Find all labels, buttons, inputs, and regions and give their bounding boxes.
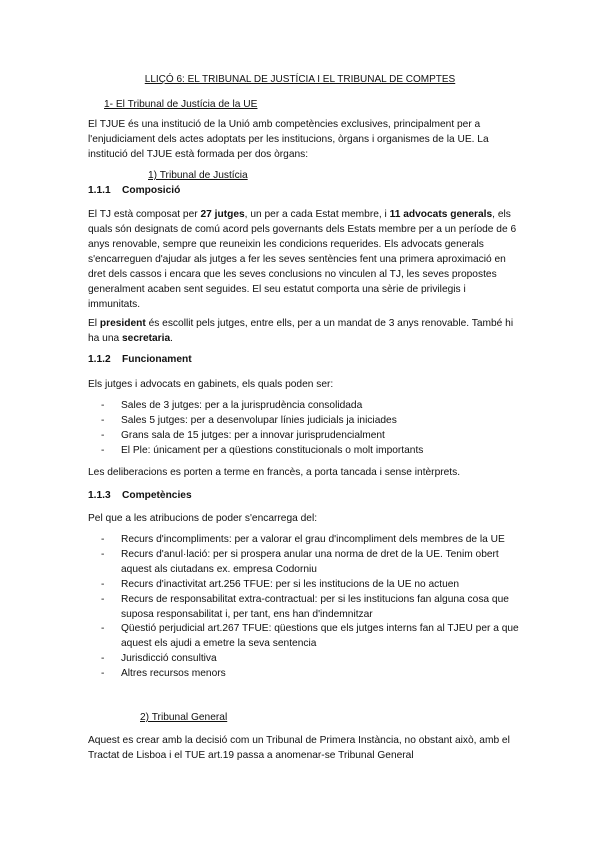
- page-title: LLIÇÓ 6: EL TRIBUNAL DE JUSTÍCIA I EL TRIBUNAL DE COMPTES: [144, 74, 456, 85]
- heading-number: 1.1.1: [88, 185, 111, 196]
- list-item: - Qüestió perjudicial art.267 TFUE: qüestions que els jutges interns fan al TJEU per a que aquest els ajudi a emetre la seva sentencia: [104, 622, 524, 652]
- text-run-bold: secretaria: [122, 333, 171, 344]
- list-item: - Jurisdicció consultiva: [104, 652, 524, 667]
- list-item: - El Ple: únicament per a qüestions constitucionals o molt importants: [104, 444, 524, 459]
- heading-competencies: [88, 488, 192, 503]
- list-item: - Sales 5 jutges: per a desenvolupar línies judicials ja iniciades: [104, 414, 524, 429]
- list-item: - Recurs de responsabilitat extra-contractual: per si les institucions fan alguna cosa que suposa responsabilitat i, per tant, ens han d'indemnitzar: [104, 593, 524, 623]
- funcionament-list: [104, 399, 524, 459]
- tribunal-general-text: Aquest es crear amb la decisió com un Tribunal de Primera Instància, no obstant això, amb el Tractat de Lisboa i el TUE art.19 passa a anomenar-se Tribunal General: [88, 735, 510, 761]
- text-run-bold: 11 advocats generals: [389, 209, 493, 220]
- list-item: - Altres recursos menors: [104, 667, 524, 682]
- heading-text: Composició: [122, 185, 181, 196]
- competencies-list: [104, 533, 524, 682]
- subsection-tribunal-justicia-heading: 1) Tribunal de Justícia: [148, 170, 248, 181]
- composicio-paragraph-2: [88, 316, 518, 346]
- text-run: és escollit pels jutges, entre ells, per a un mandat de 3 anys renovable. També hi ha una: [88, 318, 514, 344]
- heading-composicio: [88, 183, 180, 198]
- text-run: , un per a cada Estat membre, i: [244, 209, 390, 220]
- section-1-heading: 1- El Tribunal de Justícia de la UE: [104, 99, 258, 110]
- text-run-bold: 27 jutges: [200, 209, 245, 220]
- list-item: - Grans sala de 15 jutges: per a innovar jurisprudencialment: [104, 429, 524, 444]
- text-run: , els quals són designats de comú acord pels governants dels Estats membre per a un període de 6 anys renovable, sempre que reuneixin les condicions requerides. Els advocats generals s'encarreguen d'ajudar als jutges a fer les seves sentències fent una primera aproximació en dret dels cassos i encara que les seves conclusions no vinculen al TJ, les seves propostes generalment acaben sent seguides. El seu estatut comporta una sèrie de privilegis i immunitats.: [88, 209, 517, 310]
- text-run: El TJ està composat per: [88, 209, 201, 220]
- list-item: - Recurs d'incompliments: per a valorar el grau d'incompliment dels membres de la UE: [104, 533, 524, 548]
- subsection-tribunal-general-heading: 2) Tribunal General: [140, 712, 228, 723]
- competencies-intro: Pel que a les atribucions de poder s'encarrega del:: [88, 513, 318, 524]
- heading-text: Funcionament: [122, 354, 192, 365]
- list-item: - Recurs d'inactivitat art.256 TFUE: per si les institucions de la UE no actuen: [104, 578, 524, 593]
- composicio-paragraph-1: [88, 207, 518, 312]
- heading-number: 1.1.2: [88, 354, 111, 365]
- heading-text: Competències: [122, 490, 192, 501]
- text-run: El: [88, 318, 100, 329]
- section-1-intro: El TJUE és una institució de la Unió amb competències exclusives, principalment per a l'enjudiciament dels actes adoptats per les institucions, òrgans i organismes de la UE. La institució del TJUE està formada per dos òrgans:: [88, 119, 489, 160]
- list-item: - Sales de 3 jutges: per a la jurisprudència consolidada: [104, 399, 524, 414]
- heading-funcionament: [88, 352, 192, 367]
- funcionament-closing: Les deliberacions es porten a terme en francès, a porta tancada i sense intèrprets.: [88, 467, 461, 478]
- text-run: .: [170, 333, 173, 344]
- funcionament-intro: Els jutges i advocats en gabinets, els quals poden ser:: [88, 379, 334, 390]
- heading-number: 1.1.3: [88, 490, 111, 501]
- list-item: - Recurs d'anul·lació: per si prospera anular una norma de dret de la UE. Tenim obert aquest als ciutadans ex. empresa Codorniu: [104, 548, 524, 578]
- text-run-bold: president: [99, 318, 146, 329]
